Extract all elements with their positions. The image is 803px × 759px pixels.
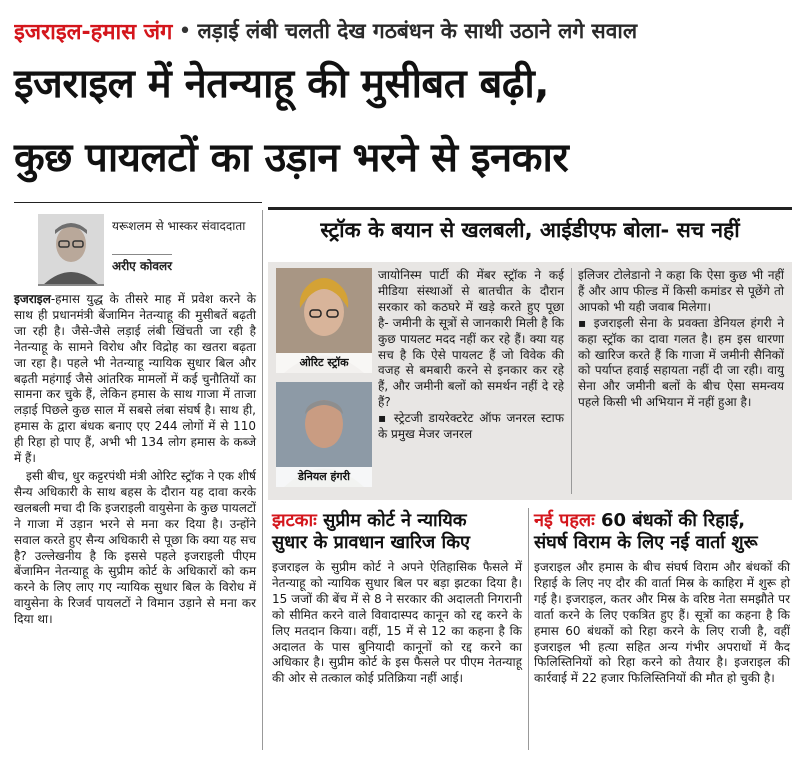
main-story-paragraph-1: -हमास युद्ध के तीसरे माह में प्रवेश करने के साथ ही प्रधानमंत्री बेंजामिन नेतन्याहू की मुसीबतें बढ़ती जा रही है। जैसे-जैसे लड़ाई लंबी खिंचती जा रही है नेतन्याहू के सामने विरोध और विद्रोह का खतरा बढ़ता जा रहा है। पहले भी नेतन्याहू न्यायिक सुधार बिल और बढ़ती महंगाई जैसे आंतरिक मामलों में कई चुनौतियों का सामना कर चुके हैं, लेकिन हमास के साथ गाजा में ताजा लड़ाई पिछले कुछ साल में सबसे लंबा संघर्ष है। साथ ही, हमास के द्वारा बंधक बनाए एए 244 लोगों में से 110 ही रिहा हो पाए हैं, अभी भी 134 लोग हमास के कब्जे में हैं।: [14, 292, 256, 466]
headline-line-2: कुछ पायलटों का उड़ान भरने से इनकार: [14, 135, 569, 181]
side-box-mid-column: [378, 268, 564, 443]
talks-story-head-1: 60 बंधकों की रिहाई,: [601, 510, 746, 531]
kicker-separator: •: [178, 18, 192, 44]
court-story-head-2: सुधार के प्रावधान खारिज किए: [272, 532, 470, 553]
court-story-headline: [272, 510, 522, 554]
photo-daniel-hagari: [276, 382, 372, 487]
side-box-mid-bullet: ▪ स्ट्रेटजी डायरेक्टरेट ऑफ जनरल स्टाफ के प्रमुख मेजर जनरल: [378, 411, 564, 442]
side-box-right-text: इलिजर टोलेडानो ने कहा कि ऐसा कुछ भी नहीं हैं और आप फील्ड में किसी कमांडर से पूछेंगे तो आपको भी यही जवाब मिलेगा।: [578, 268, 784, 314]
main-story-paragraph-2: इसी बीच, धुर कट्टरपंथी मंत्री ओरिट स्ट्रॉक ने एक शीर्ष सैन्य अधिकारी के साथ बहस के दौरान यह दावा करके खलबली मचा दी कि इजराइली वायुसेना के कुछ पायलटों ने गाजा में उड़ान भरने से मना कर दिया है। उन्होंने सवाल करते हुए सैन्य अधिकारी से पूछा कि क्या यह सच है? उल्लेखनीय है कि इससे पहले इजराइली पीएम बेंजामिन नेतन्याहू के सुप्रीम कोर्ट के अधिकारों को कम करने के लिए लाए गए न्यायिक सुधार बिल के विरोध में वायुसेना के रिजर्व पायलटों ने विमान उड़ाने से मना कर दिया था।: [14, 468, 256, 627]
reporter-avatar: [38, 214, 104, 286]
photo-1-caption: ओरिट स्ट्रॉक: [276, 353, 372, 373]
court-story-body: इजराइल के सुप्रीम कोर्ट ने अपने ऐतिहासिक फैसले में नेतन्याहू को न्यायिक सुधार बिल पर बड़ा झटका दिया है। 15 जजों की बेंच में से 8 ने सरकार की अदालती निगरानी को सीमित करने वाले विवादास्पद कानून को रद्द करने के लिए मतदान किया। वहीं, 15 में से 12 का कहना है कि अदालत के पास बुनियादी कानूनों को रद्द करने का अधिकार है। सुप्रीम कोर्ट के इस फैसले पर पीएम नेतन्याहू की ओर से तत्काल कोई प्रतिक्रिया नहीं आई।: [272, 560, 522, 686]
court-story-head-1: सुप्रीम कोर्ट ने न्यायिक: [323, 510, 467, 531]
side-box-mid-text: जायोनिस्म पार्टी की मेंबर स्ट्रॉक ने कई मीडिया संस्थाओं से बातचीत के दौरान सरकार को कठघरे में खड़े करते हुए पूछा है- जमीनी के सूत्रों से जानकारी मिली है कि कुछ पायलट मदद नहीं कर रहे हैं। क्या यह सच है कि ऐसे पायलट हैं जो विवेक की वजह से बमबारी करने से इनकार कर रहे हैं, और जमीनी बलों को समर्थन नहीं दे रहे हैं?: [378, 268, 564, 410]
kicker-line: [14, 14, 794, 48]
kicker-tag: इजराइल-हमास जंग: [14, 20, 173, 45]
main-story-lead: इजराइल: [14, 292, 51, 306]
talks-story-headline: [534, 510, 794, 554]
talks-story-body: इजराइल और हमास के बीच संघर्ष विराम और बंधकों की रिहाई के लिए नए दौर की वार्ता मिस्र के काहिरा में शुरू हो गई है। इजराइल, कतर और मिस्र के वरिष्ठ नेता समझौते पर वार्ता करने के लिए एकत्रित हुए हैं। सूत्रों का कहना है कि हमास 60 बंधकों को रिहा करने के लिए राजी है, वहीं इजराइल भी हत्या सहित अन्य गंभीर अपराधों में कैद फिलिस्तिनियों को रिहा करने को तैयार है। इजराइल की कार्रवाई में 22 हजार फिलिस्तिनियों की मौत हो चुकी है।: [534, 560, 790, 686]
byline-location: यरूशलम से भास्कर संवाददाता: [112, 219, 246, 233]
bottom-column-divider: [528, 508, 529, 750]
column-divider: [262, 210, 263, 750]
talks-story-head-2: संघर्ष विराम के लिए नई वार्ता शुरू: [534, 532, 758, 553]
headline-line-1: इजराइल में नेतन्याहू की मुसीबत बढ़ी,: [14, 61, 549, 107]
photo-orit-strock: [276, 268, 372, 373]
side-box-right-bullet: ▪ इजराइली सेना के प्रवक्ता डेनियल हंगरी ने कहा स्ट्रॉक का दावा गलत है। हम इस धारणा को खारिज करते हैं कि गाजा में जमीनी सैनिकों को पर्याप्त हवाई सहायता नहीं दी जा रही। वायु सेना और जमीनी बलों के बीच ऐसा समन्वय पहले किसी भी अभियान में नहीं हुआ है।: [578, 315, 784, 410]
side-box-right-column: [578, 268, 784, 411]
side-box-column-divider: [571, 268, 572, 494]
court-story-tag: झटकाः: [272, 510, 317, 531]
main-story: [14, 292, 256, 630]
photo-2-caption: डेनियल हंगरी: [276, 467, 372, 487]
talks-story-tag: नई पहलः: [534, 510, 595, 531]
byline-reporter-name: अरीए कोवलर: [112, 254, 172, 274]
byline: [14, 204, 260, 288]
side-box-top-rule: [268, 207, 792, 210]
kicker-text: लड़ाई लंबी चलती देख गठबंधन के साथी उठाने लगे सवाल: [197, 19, 638, 43]
side-box-heading: स्ट्रॉक के बयान से खलबली, आईडीएफ बोला- सच नहीं: [320, 218, 740, 242]
headline-divider: [14, 202, 262, 203]
reporter-photo-icon: [38, 214, 104, 286]
